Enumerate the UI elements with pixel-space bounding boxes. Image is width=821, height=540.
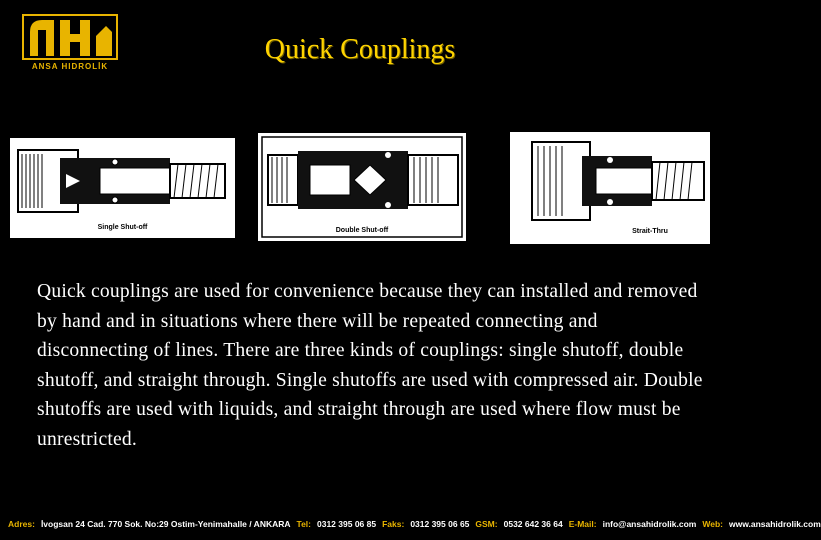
strait-thru-caption: Strait-Thru [632, 228, 668, 235]
slide-title: Quick Couplings [264, 34, 456, 65]
single-shutoff-coupling-icon [10, 138, 235, 238]
double-shutoff-caption: Double Shut-off [335, 227, 389, 234]
double-shutoff-figure [258, 133, 466, 241]
footer-web-label: Web: [702, 519, 723, 529]
single-shutoff-caption: Single Shut-off [97, 224, 148, 231]
footer-gsm: 0532 642 36 64 [503, 519, 563, 529]
company-logo [20, 12, 120, 74]
footer-tel: 0312 395 06 85 [317, 519, 377, 529]
footer-web[interactable]: www.ansahidrolik.com [728, 519, 821, 529]
footer-fax: 0312 395 06 65 [410, 519, 470, 529]
logo-text: ANSA HIDROLİK [31, 62, 109, 71]
body-paragraph: Quick couplings are used for convenience because they can installed and removed by hand and in situations where there will be repeated connecting and disconnecting of lines. There are three kinds of couplings: single shutoff, double shutoff, and straight through. Single shutoffs are used with compressed air. Double shutoffs are used with liquids, and straight through are used where flow must be unrestricted. [37, 281, 703, 450]
footer-tel-label: Tel: [296, 519, 311, 529]
footer-address-label: Adres: [8, 519, 35, 529]
double-shutoff-coupling-icon [258, 133, 466, 241]
strait-thru-figure [510, 132, 710, 244]
footer-fax-label: Faks: [382, 519, 405, 529]
footer-address: İvogsan 24 Cad. 770 Sok. No:29 Ostim-Yenimahalle / ANKARA [40, 519, 291, 529]
footer-email[interactable]: info@ansahidrolik.com [602, 519, 697, 529]
footer-contact-bar [0, 513, 821, 535]
single-shutoff-figure [10, 138, 235, 238]
footer-gsm-label: GSM: [475, 519, 498, 529]
logo-mark-icon [20, 12, 120, 62]
footer-email-label: E-Mail: [568, 519, 597, 529]
